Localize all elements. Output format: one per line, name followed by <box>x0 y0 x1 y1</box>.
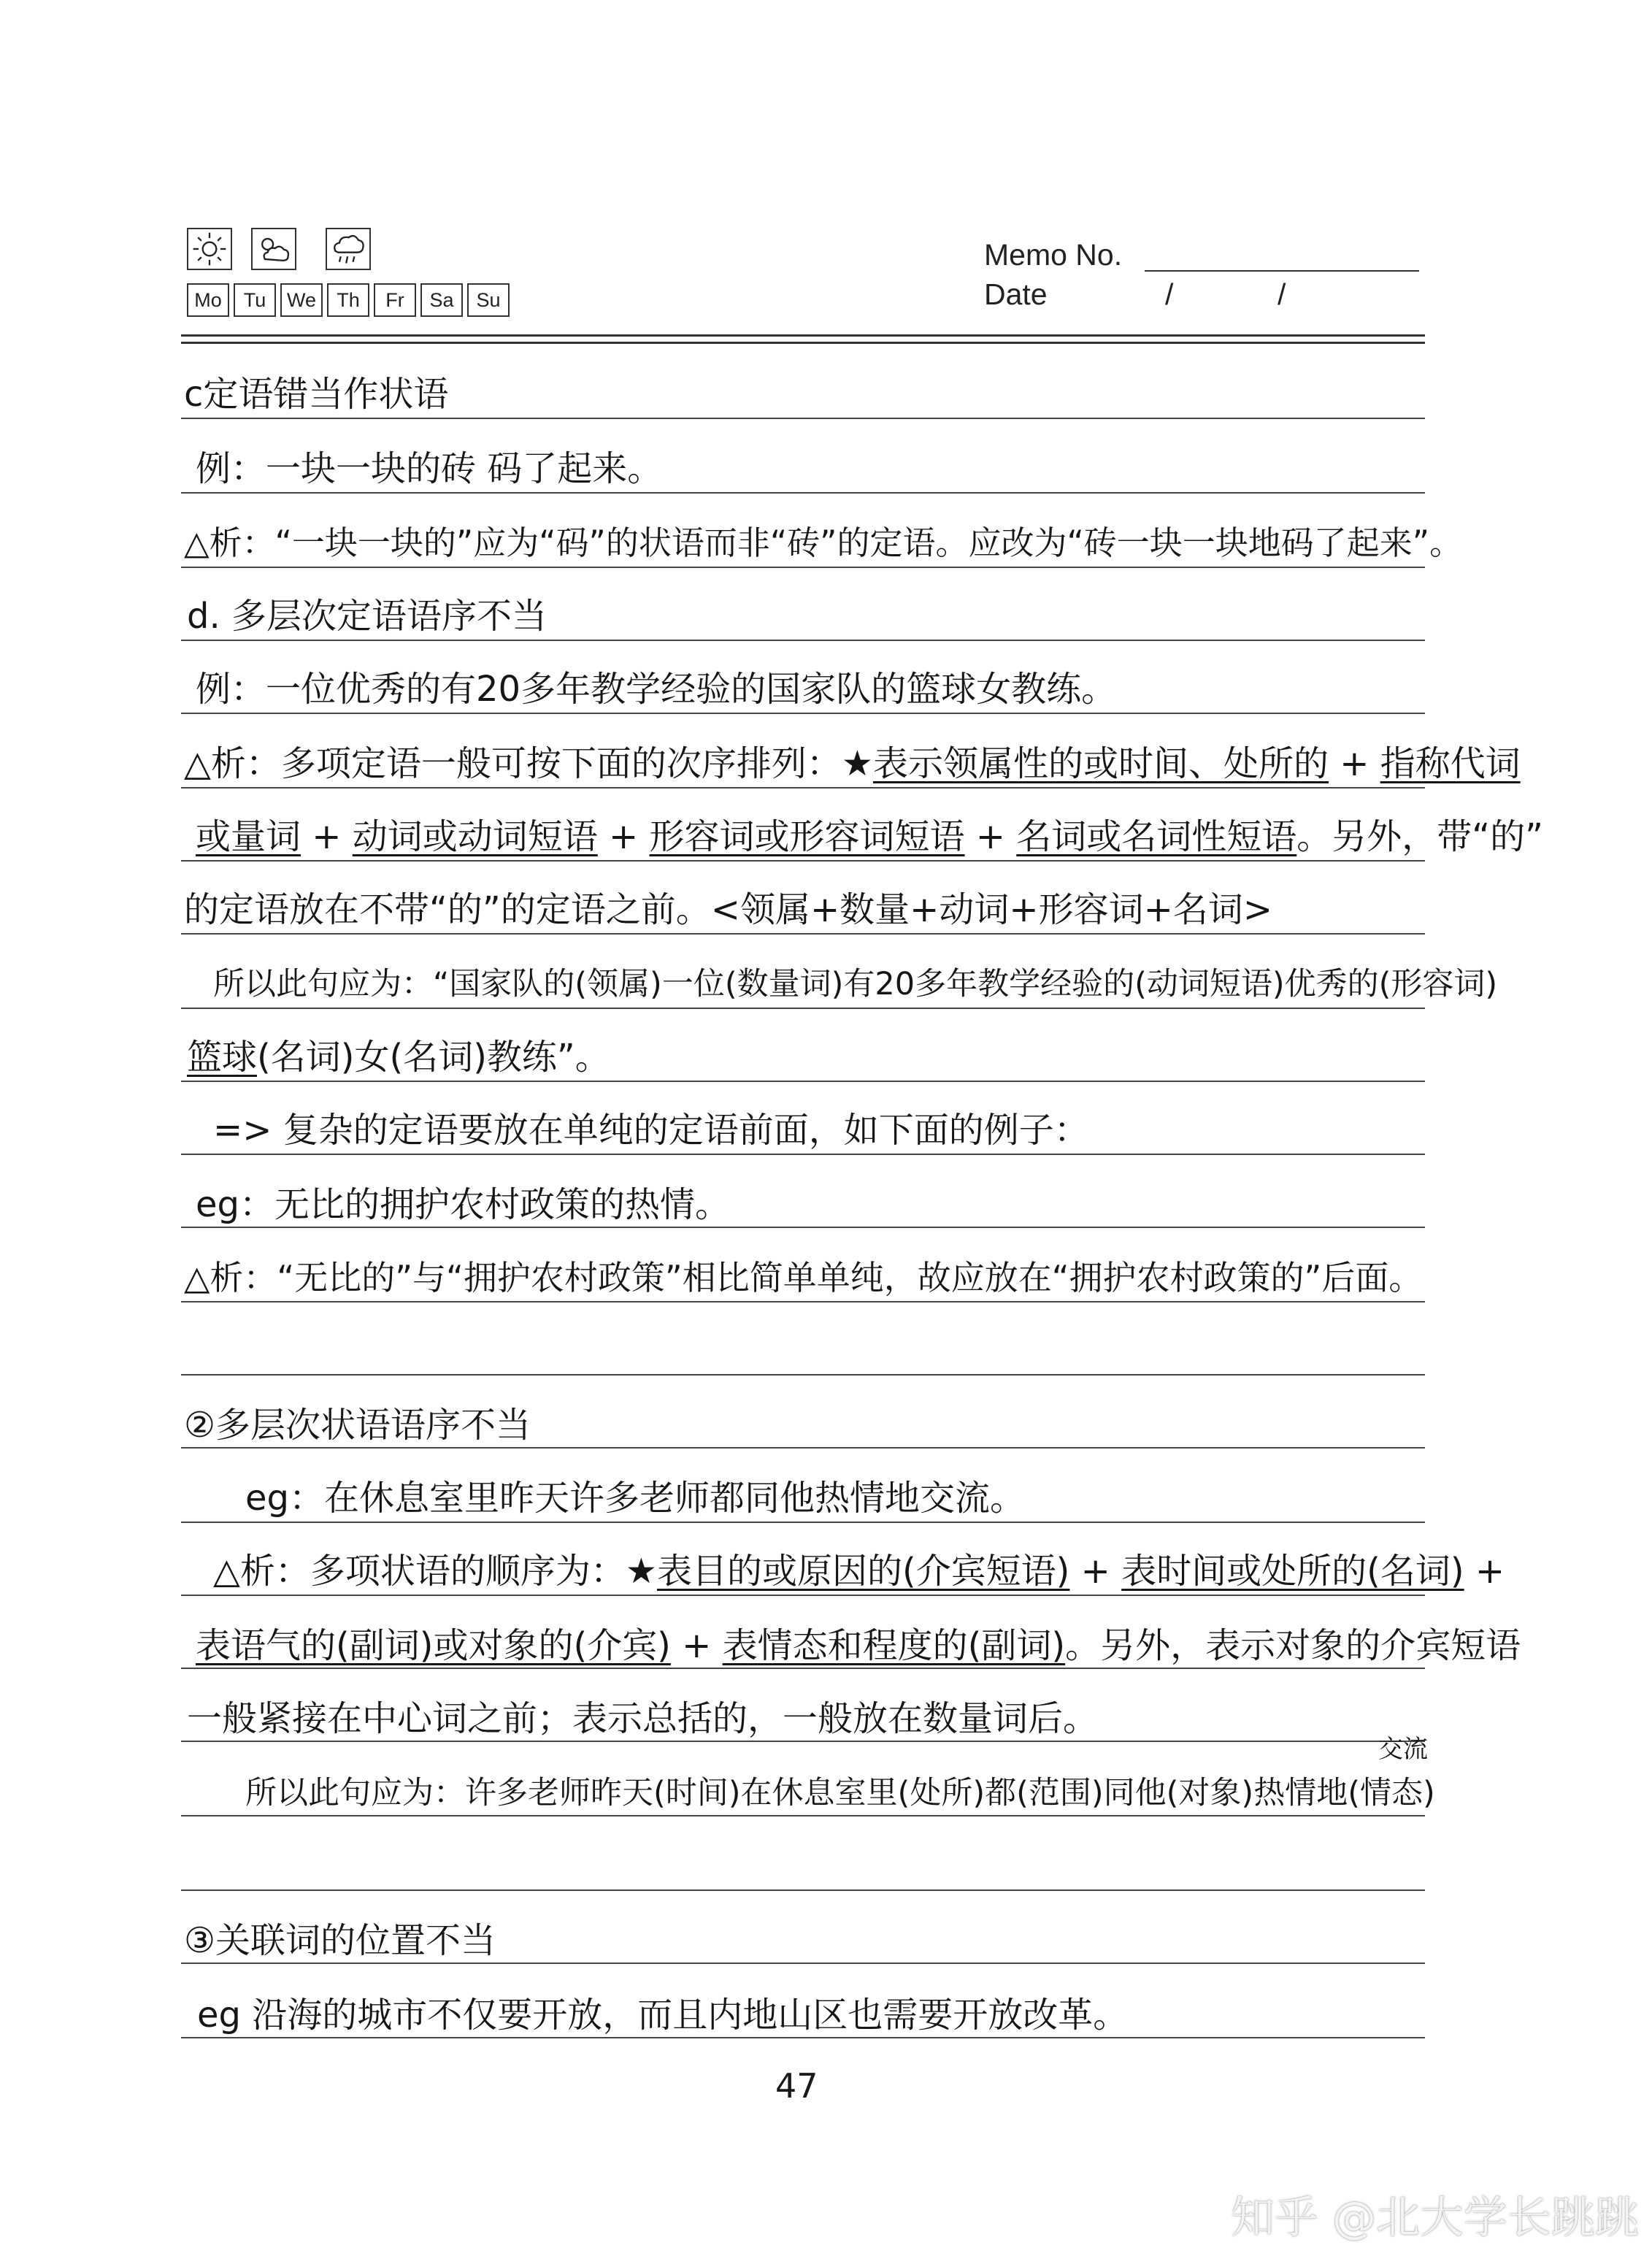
ruled-line <box>181 1081 1425 1082</box>
underlined-term: 形容词或形容词短语 <box>649 816 965 857</box>
ruled-line <box>181 1227 1425 1228</box>
ruled-line <box>181 1522 1425 1523</box>
ruled-line <box>181 1301 1425 1302</box>
ruled-line <box>181 860 1425 862</box>
ruled-line <box>181 1154 1425 1155</box>
example-line: eg 沿海的城市不仅要开放，而且内地山区也需要开放改革。 <box>197 1995 1129 2036</box>
memo-no-line <box>1145 270 1419 272</box>
watermark: 知乎 @北大学长跳跳 <box>1230 2192 1639 2244</box>
analysis-line <box>213 1551 1505 1592</box>
underlined-term: 表语气的(副词)或对象的(介宾) <box>196 1625 671 1666</box>
plus-sign: + <box>1069 1551 1122 1592</box>
analysis-line: △析：“一块一块的”应为“码”的状语而非“砖”的定语。应改为“砖一块一块地码了起来”。 <box>184 523 1463 562</box>
underlined-term: 表情态和程度的(副词) <box>722 1625 1066 1666</box>
ruled-line <box>181 1447 1425 1449</box>
example-line: eg：在休息室里昨天许多老师都同他热情地交流。 <box>245 1478 1026 1519</box>
analysis-text: 。另外，表示对象的介宾短语 <box>1065 1625 1521 1666</box>
ruled-line <box>181 933 1425 935</box>
day-box: Th <box>327 283 369 317</box>
ruled-line <box>181 342 1425 344</box>
plus-sign: + <box>964 816 1017 857</box>
plus-sign: + <box>1328 743 1380 784</box>
ruled-line <box>181 713 1425 714</box>
date-label: Date <box>984 277 1048 311</box>
correction-text: (名词)女(名词)教练”。 <box>257 1037 610 1078</box>
sun-icon <box>187 228 232 270</box>
underlined-term: 名词或名词性短语 <box>1016 816 1297 857</box>
analysis-line <box>196 816 1543 857</box>
weekday-boxes <box>187 283 514 317</box>
ruled-line <box>181 1668 1425 1669</box>
ruled-line <box>181 1374 1425 1376</box>
underlined-term: 表示领属性的或时间、处所的 <box>872 743 1329 784</box>
underlined-term: 表时间或处所的(名词) <box>1121 1551 1464 1592</box>
ruled-line <box>181 334 1425 337</box>
page-number: 47 <box>775 2066 818 2106</box>
section-heading: d. 多层次定语语序不当 <box>187 596 547 637</box>
plus-sign: + <box>301 816 353 857</box>
day-box: Mo <box>187 283 229 317</box>
margin-note: 交流 <box>1378 1735 1428 1764</box>
ruled-line <box>181 787 1425 789</box>
cloud-rain-icon <box>326 228 371 270</box>
analysis-text: 。另外，带“的” <box>1296 816 1544 857</box>
ruled-line <box>181 567 1425 568</box>
underlined-term: 指称代词 <box>1380 743 1521 784</box>
rule-line: => 复杂的定语要放在单纯的定语前面，如下面的例子： <box>213 1110 1089 1151</box>
underlined-term: 动词或动词短语 <box>352 816 598 857</box>
day-box: We <box>280 283 323 317</box>
underlined-term: 或量词 <box>196 816 301 857</box>
star-icon: ★ <box>841 743 873 784</box>
ruled-line <box>181 1595 1425 1596</box>
ruled-line <box>181 1815 1425 1816</box>
plus-sign: + <box>670 1625 723 1666</box>
example-line: 例：一位优秀的有20多年教学经验的国家队的篮球女教练。 <box>196 669 1117 710</box>
analysis-line: 一般紧接在中心词之前；表示总括的，一般放在数量词后。 <box>187 1698 1099 1739</box>
analysis-text: △析：多项定语一般可按下面的次序排列： <box>184 743 842 784</box>
plus-sign: + <box>597 816 650 857</box>
analysis-line: △析：“无比的”与“拥护农村政策”相比简单单纯，故应放在“拥护农村政策的”后面。 <box>184 1258 1423 1297</box>
ruled-line <box>181 1963 1425 1964</box>
plus-sign: + <box>1464 1551 1505 1592</box>
analysis-line <box>184 743 1521 784</box>
analysis-line <box>196 1625 1521 1666</box>
correction-line <box>187 1037 610 1078</box>
partly-cloudy-icon <box>251 228 296 270</box>
ruled-line <box>181 492 1425 494</box>
example-line: 例：一块一块的砖 码了起来。 <box>196 448 663 489</box>
date-separator: / <box>1165 277 1174 311</box>
analysis-text: △析：多项状语的顺序为： <box>213 1551 626 1592</box>
ruled-line <box>181 2037 1425 2038</box>
ruled-line <box>181 1889 1425 1891</box>
analysis-line: 的定语放在不带“的”的定语之前。<领属+数量+动词+形容词+名词> <box>184 889 1273 930</box>
day-box: Fr <box>374 283 416 317</box>
underlined-term: 表目的或原因的(介宾短语) <box>656 1551 1070 1592</box>
section-heading: c定语错当作状语 <box>184 374 449 415</box>
day-box: Tu <box>234 283 276 317</box>
underlined-term: 篮球 <box>187 1037 258 1078</box>
ruled-line <box>181 418 1425 419</box>
day-box: Sa <box>420 283 463 317</box>
section-heading: ③关联词的位置不当 <box>184 1920 496 1961</box>
memo-no-label: Memo No. <box>984 238 1123 272</box>
correction-line: 所以此句应为：“国家队的(领属)一位(数量词)有20多年教学经验的(动词短语)优秀的(形容词) <box>213 966 1498 1002</box>
example-line: eg：无比的拥护农村政策的热情。 <box>196 1184 731 1225</box>
date-separator: / <box>1278 277 1286 311</box>
section-heading: ②多层次状语语序不当 <box>184 1405 531 1446</box>
day-box: Su <box>467 283 510 317</box>
star-icon: ★ <box>625 1551 657 1592</box>
ruled-line <box>181 1008 1425 1009</box>
ruled-line <box>181 640 1425 641</box>
ruled-line <box>181 1741 1425 1742</box>
correction-line: 所以此句应为：许多老师昨天(时间)在休息室里(处所)都(范围)同他(对象)热情地(情态) <box>245 1775 1435 1811</box>
